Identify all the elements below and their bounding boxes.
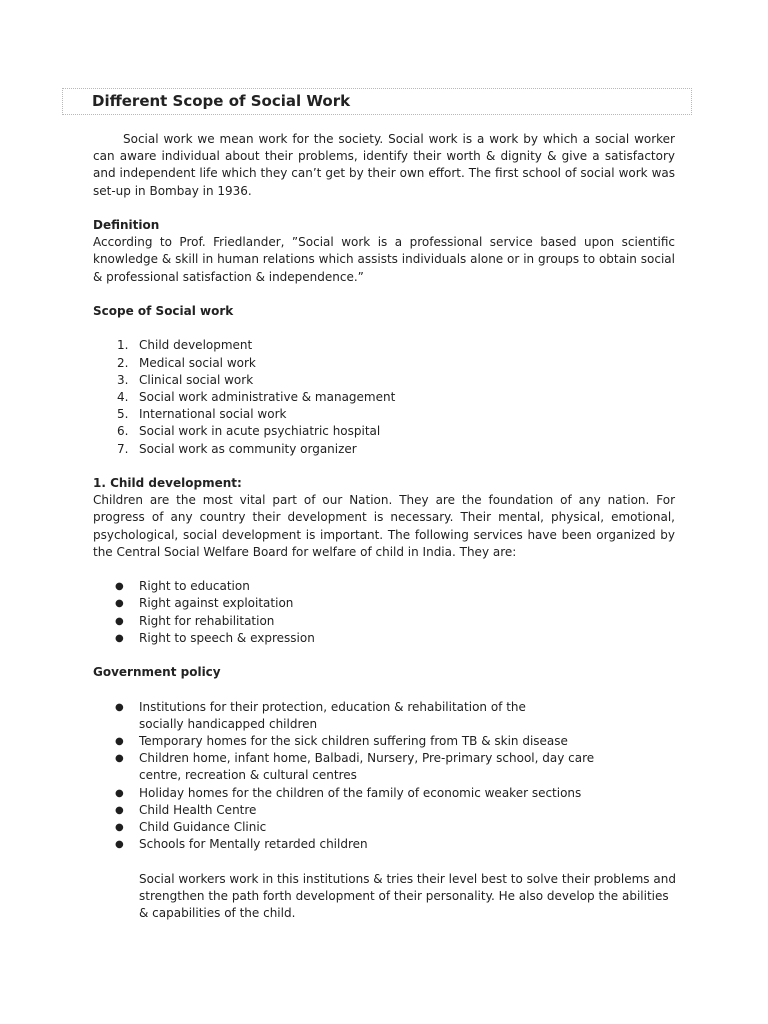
list-item: 4. Social work administrative & management bbox=[117, 390, 396, 404]
definition-paragraph: According to Prof. Friedlander, ”Social work is a professional service based upon scientific knowledge & skill in human relations which assists individuals alone or in groups to obtain social & professional satisfaction & independence.” bbox=[93, 235, 675, 284]
document-body bbox=[93, 131, 675, 922]
bullet-icon: ● bbox=[115, 581, 124, 593]
list-item: ● Right against exploitation bbox=[93, 595, 675, 612]
intro-paragraph: Social work we mean work for the society. Social work is a work by which a social worker can aware individual about their problems, identify their worth & dignity & give a satisfactory and independent life which they can’t get by their own effort. The first school of social work was set-up in Bombay in 1936. bbox=[93, 132, 675, 198]
list-item: ● Child Guidance Clinic bbox=[93, 819, 675, 836]
bullet-icon: ● bbox=[115, 787, 124, 799]
list-item: ● Temporary homes for the sick children suffering from TB & skin disease bbox=[93, 733, 675, 750]
scope-list bbox=[93, 337, 675, 457]
scope-heading: Scope of Social work bbox=[93, 304, 234, 318]
list-item: 6. Social work in acute psychiatric hospital bbox=[117, 424, 381, 439]
list-item: ● Children home, infant home, Balbadi, Nursery, Pre-primary school, day care centre, recreation & cultural centres bbox=[115, 751, 595, 783]
list-item: 7. Social work as community organizer bbox=[117, 441, 357, 456]
bullet-icon: ● bbox=[115, 736, 124, 747]
bullet-icon: ● bbox=[115, 753, 124, 765]
bullet-icon: ● bbox=[115, 632, 124, 644]
rights-list bbox=[93, 578, 675, 647]
list-item: 5. International social work bbox=[117, 407, 287, 422]
bullet-icon: ● bbox=[115, 615, 124, 627]
list-item: 3. Clinical social work bbox=[117, 372, 254, 387]
child-development-paragraph: Children are the most vital part of our Nation. They are the foundation of any nation. For progress of any country their development is necessary. Their mental, physical, emotional, psychological, social development is important. The following services have been organized by the Central Social Welfare Board for welfare of child in India. They are: bbox=[93, 493, 675, 559]
list-item: ● Institutions for their protection, education & rehabilitation of the socially handicapped children bbox=[115, 699, 526, 731]
child-development-heading: 1. Child development: bbox=[93, 476, 242, 490]
list-item: ● Schools for Mentally retarded children bbox=[93, 836, 675, 853]
list-item: ● Right to education bbox=[93, 578, 675, 595]
list-item: ● Child Health Centre bbox=[93, 802, 675, 819]
list-item: 1. Child development bbox=[117, 338, 253, 353]
list-item: ● Holiday homes for the children of the family of economic weaker sections bbox=[93, 785, 675, 802]
bullet-icon: ● bbox=[115, 839, 124, 851]
bullet-icon: ● bbox=[115, 598, 124, 610]
bullet-icon: ● bbox=[115, 701, 124, 713]
bullet-icon: ● bbox=[115, 804, 124, 816]
bullet-icon: ● bbox=[115, 822, 124, 834]
government-policy-heading: Government policy bbox=[93, 665, 221, 680]
list-item: 2. Medical social work bbox=[117, 355, 256, 370]
policy-list bbox=[93, 699, 675, 854]
closing-paragraph: Social workers work in this institutions & tries their level best to solve their problems and strengthen the path forth development of their personality. He also develop the abilities & capabilities of the child. bbox=[139, 871, 676, 921]
page-title: Different Scope of Social Work bbox=[92, 92, 351, 110]
list-item: ● Right to speech & expression bbox=[93, 630, 675, 647]
list-item: ● Right for rehabilitation bbox=[93, 613, 675, 630]
definition-heading: Definition bbox=[93, 218, 160, 232]
